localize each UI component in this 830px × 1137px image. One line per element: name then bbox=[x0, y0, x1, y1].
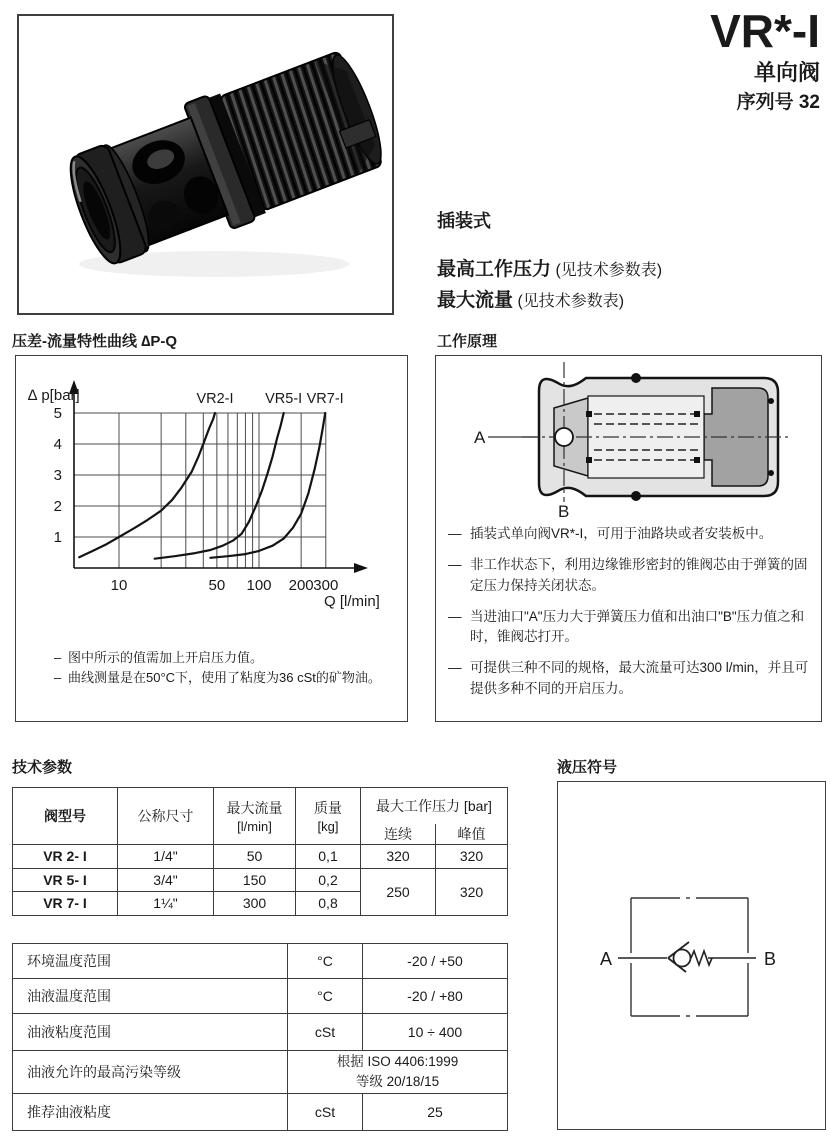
bullet-text: 非工作状态下，利用边缘锥形密封的锥阀芯由于弹簧的固定压力保持关闭状态。 bbox=[470, 557, 808, 593]
x-tick-label: 200 bbox=[288, 577, 314, 594]
pin-detail bbox=[768, 470, 774, 476]
dp-q-chart bbox=[16, 356, 405, 626]
model-cell: VR 7- I bbox=[13, 891, 118, 915]
principle-box bbox=[435, 355, 822, 722]
flow-cell: 150 bbox=[214, 868, 296, 891]
ball-detail bbox=[555, 428, 573, 446]
curve-label-VR2-I: VR2-I bbox=[196, 391, 234, 407]
mass-cell: 0,1 bbox=[296, 844, 361, 868]
max-pressure-note: (见技术参数表) bbox=[551, 262, 663, 279]
y-axis-title: ∆ p[bar] bbox=[28, 387, 80, 404]
col-header-size: 公称尺寸 bbox=[118, 788, 214, 845]
col-header-flow bbox=[214, 788, 296, 845]
mass-cell: 0,2 bbox=[296, 868, 361, 891]
y-tick-label: 3 bbox=[53, 467, 62, 484]
symbol-section-title: 液压符号 bbox=[557, 759, 618, 776]
property-unit: °C bbox=[288, 979, 363, 1014]
property-label: 油液允许的最高污染等级 bbox=[13, 1051, 288, 1094]
bullet-dash: — bbox=[448, 526, 462, 541]
peak-cell: 320 bbox=[436, 844, 508, 868]
x-axis-title: Q [l/min] bbox=[324, 593, 380, 610]
x-tick-label: 50 bbox=[208, 577, 226, 594]
y-tick-label: 4 bbox=[53, 436, 62, 453]
property-label: 推荐油液粘度 bbox=[13, 1094, 288, 1131]
col-header-peak: 峰值 bbox=[436, 824, 508, 845]
port-b-label: B bbox=[558, 502, 570, 519]
table-row bbox=[13, 1014, 508, 1051]
property-value: 25 bbox=[363, 1094, 508, 1131]
contamination-class-cell bbox=[288, 1051, 508, 1094]
note-dash: – bbox=[54, 669, 62, 685]
valve-photo-illustration bbox=[19, 16, 392, 313]
principle-bullet bbox=[448, 658, 810, 699]
max-pressure-line bbox=[437, 257, 822, 283]
note-text: 曲线测量是在50°C下，使用了粘度为36 cSt的矿物油。 bbox=[68, 669, 381, 685]
principle-section-title: 工作原理 bbox=[437, 333, 498, 350]
mass-header-text: 质量 bbox=[314, 799, 342, 816]
valve-cross-section-diagram bbox=[436, 356, 819, 519]
property-value: -20 / +80 bbox=[363, 979, 508, 1014]
peak-cell-merged: 320 bbox=[436, 868, 508, 915]
principle-bullets bbox=[448, 524, 810, 710]
chart-section-title: 压差-流量特性曲线 ∆P-Q bbox=[12, 333, 178, 350]
hydraulic-symbol-box bbox=[557, 781, 826, 1130]
check-valve-symbol bbox=[558, 782, 824, 1128]
contamination-class-line: 等级 20/18/15 bbox=[355, 1074, 440, 1089]
table-row bbox=[13, 844, 508, 868]
mass-cell: 0,8 bbox=[296, 891, 361, 915]
curve-VR2-I bbox=[79, 413, 215, 557]
oring-top bbox=[631, 373, 641, 383]
table-row bbox=[13, 1094, 508, 1131]
col-header-mass bbox=[296, 788, 361, 845]
col-header-pressure: 最大工作压力 [bar] bbox=[361, 788, 508, 824]
x-tick-label: 300 bbox=[313, 577, 339, 594]
chart-note bbox=[54, 648, 394, 668]
ball-symbol bbox=[674, 950, 691, 967]
port-a-label: A bbox=[474, 428, 486, 447]
bullet-dash: — bbox=[448, 660, 462, 676]
seal-square bbox=[694, 411, 700, 417]
bullet-dash: — bbox=[448, 608, 462, 624]
fluid-properties-table bbox=[12, 943, 508, 1131]
y-tick-label: 1 bbox=[53, 529, 62, 546]
note-text: 图中所示的值需加上开启压力值。 bbox=[68, 650, 264, 665]
seal-square bbox=[694, 457, 700, 463]
curve-label-VR5-I: VR5-I bbox=[265, 391, 303, 407]
x-tick-label: 10 bbox=[110, 577, 128, 594]
tech-section-title: 技术参数 bbox=[12, 759, 73, 776]
mount-style-label: 插装式 bbox=[437, 211, 491, 231]
x-tick-label: 100 bbox=[246, 577, 272, 594]
flow-cell: 300 bbox=[214, 891, 296, 915]
tech-header-row bbox=[13, 788, 508, 824]
property-unit: cSt bbox=[288, 1014, 363, 1051]
property-value: -20 / +50 bbox=[363, 944, 508, 979]
property-value: 10 ÷ 400 bbox=[363, 1014, 508, 1051]
bullet-text: 插装式单向阀VR*-I，可用于油路块或者安装板中。 bbox=[470, 526, 773, 541]
col-header-continuous: 连续 bbox=[361, 824, 436, 845]
x-axis-arrow bbox=[354, 563, 368, 573]
note-dash: – bbox=[54, 650, 62, 665]
tech-parameters-table bbox=[12, 787, 508, 916]
chart-note bbox=[54, 668, 394, 688]
series-number: 序列号 32 bbox=[736, 92, 820, 113]
property-unit: °C bbox=[288, 944, 363, 979]
iso-standard-line: 根据 ISO 4406:1999 bbox=[336, 1054, 459, 1070]
table-row bbox=[13, 868, 508, 891]
mass-header-unit: [kg] bbox=[317, 818, 339, 834]
table-row bbox=[13, 1051, 508, 1094]
product-photo-frame bbox=[17, 14, 394, 315]
bullet-text: 当进油口"A"压力大于弹簧压力值和出油口"B"压力值之和时，锥阀芯打开。 bbox=[470, 608, 805, 644]
table-row bbox=[13, 979, 508, 1014]
valve-type-subtitle: 单向阀 bbox=[753, 60, 820, 85]
seal-square bbox=[586, 457, 592, 463]
property-label: 油液粘度范围 bbox=[13, 1014, 288, 1051]
flow-cell: 50 bbox=[214, 844, 296, 868]
curve-label-VR7-I: VR7-I bbox=[306, 391, 344, 407]
symbol-port-b: B bbox=[764, 949, 777, 969]
principle-bullet bbox=[448, 607, 810, 648]
chart-box bbox=[15, 355, 408, 722]
symbol-port-a: A bbox=[600, 949, 613, 969]
page-title: VR*-I bbox=[710, 5, 820, 57]
feature-summary bbox=[437, 207, 822, 318]
flow-header-text: 最大流量 bbox=[226, 799, 283, 816]
size-cell: 1¼" bbox=[118, 891, 214, 915]
size-cell: 1/4" bbox=[118, 844, 214, 868]
title-block bbox=[710, 5, 820, 113]
size-cell: 3/4" bbox=[118, 868, 214, 891]
max-flow-note: (见技术参数表) bbox=[513, 292, 625, 310]
max-pressure-label: 最高工作压力 bbox=[437, 259, 552, 280]
continuous-cell: 320 bbox=[361, 844, 436, 868]
col-header-model: 阀型号 bbox=[13, 788, 118, 845]
chart-notes bbox=[54, 648, 394, 687]
valve-body-group bbox=[57, 42, 392, 277]
y-tick-label: 5 bbox=[53, 405, 62, 422]
model-cell: VR 5- I bbox=[13, 868, 118, 891]
property-label: 油液温度范围 bbox=[13, 979, 288, 1014]
bullet-dash: — bbox=[448, 557, 462, 573]
bullet-text: 可提供三种不同的规格，最大流量可达300 l/min，并且可提供多种不同的开启压力。 bbox=[470, 660, 809, 696]
seal-square bbox=[586, 411, 592, 417]
pin-detail bbox=[768, 398, 774, 404]
table-row bbox=[13, 944, 508, 979]
property-label: 环境温度范围 bbox=[13, 944, 288, 979]
principle-bullet bbox=[448, 555, 810, 596]
property-unit: cSt bbox=[288, 1094, 363, 1131]
max-flow-label: 最大流量 bbox=[437, 289, 514, 311]
oring-bottom bbox=[631, 491, 641, 501]
y-tick-label: 2 bbox=[53, 498, 62, 515]
max-flow-line bbox=[437, 288, 822, 314]
model-cell: VR 2- I bbox=[13, 844, 118, 868]
principle-bullet bbox=[448, 524, 810, 544]
continuous-cell-merged: 250 bbox=[361, 868, 436, 915]
flow-header-unit: [l/min] bbox=[237, 818, 272, 834]
